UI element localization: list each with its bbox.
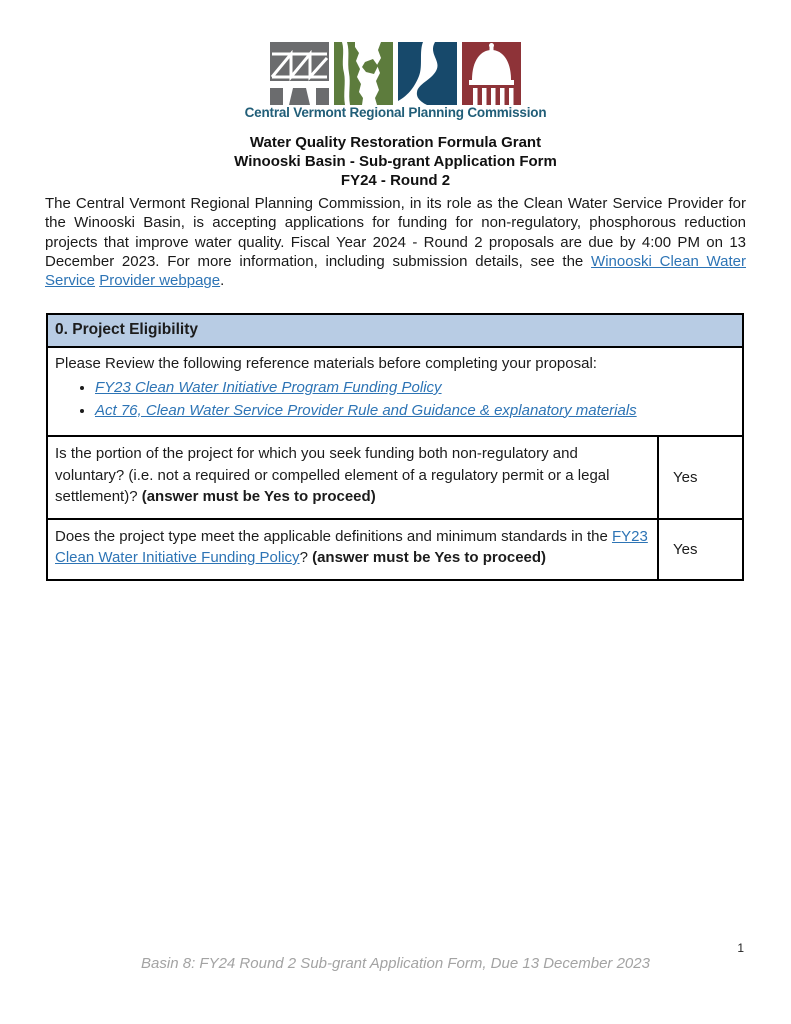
- title-line-1: Water Quality Restoration Formula Grant: [249, 134, 542, 151]
- cvrpc-logo: [0, 42, 791, 105]
- intro-paragraph: [45, 194, 746, 290]
- logo-caption: Central Vermont Regional Planning Commission: [244, 105, 547, 120]
- question-bold-note: (answer must be Yes to proceed): [141, 488, 376, 505]
- list-item: [95, 400, 735, 423]
- question-bold-note: (answer must be Yes to proceed): [312, 549, 547, 566]
- answer-cell[interactable]: Yes: [673, 468, 698, 486]
- intro-text: The Central Vermont Regional Planning Commission, in its role as the Clean Water Service Provider for the Winooski Basin, is accepting applications for funding for non-regulatory, phosphorous reduction projects that improve water quality. Fiscal Year 2024 - Round 2 proposals are due by 4:00 PM on 13 December 2023. For more information, including submission details, see the: [45, 195, 746, 270]
- reference-materials-row: [48, 348, 742, 437]
- question-text: [48, 520, 659, 579]
- winooski-clean-water-service-link[interactable]: Winooski Clean Water Service: [45, 252, 747, 290]
- question-body: Does the project type meet the applicable definitions and minimum standards in the: [55, 527, 612, 545]
- document-title: [0, 133, 791, 190]
- bridge-icon: [270, 42, 329, 105]
- question-body: Is the portion of the project for which you seek funding both non-regulatory and voluntary? (i.e. not a required or compelled element of a regulatory permit or a legal settlement)?: [55, 445, 610, 505]
- fy23-cwi-funding-policy-link[interactable]: FY23 Clean Water Initiative Funding Policy: [55, 527, 648, 566]
- reference-materials-list: [55, 377, 735, 422]
- title-line-2: Winooski Basin - Sub-grant Application Form: [234, 153, 557, 170]
- provider-webpage-link[interactable]: Provider webpage: [99, 272, 221, 290]
- answer-cell[interactable]: Yes: [673, 540, 698, 558]
- question-row-non-regulatory: [48, 437, 742, 520]
- footer-text: Basin 8: FY24 Round 2 Sub-grant Application Form, Due 13 December 2023: [141, 955, 650, 972]
- fy23-funding-policy-link[interactable]: FY23 Clean Water Initiative Program Funding Policy: [95, 379, 442, 396]
- list-item: [95, 377, 735, 400]
- vermont-state-icon: [334, 42, 393, 105]
- question-row-project-type: [48, 520, 742, 579]
- capitol-dome-icon: [462, 42, 521, 105]
- intro-suffix: .: [220, 272, 225, 290]
- eligibility-section-header: 0. Project Eligibility: [48, 315, 742, 348]
- reference-materials-label: Please Review the following reference materials before completing your proposal:: [55, 355, 597, 372]
- title-line-3: FY24 - Round 2: [340, 172, 451, 189]
- question-body-after-link: ?: [299, 549, 313, 566]
- page-number: 1: [737, 941, 744, 955]
- question-text: [48, 437, 659, 518]
- river-icon: [398, 42, 457, 105]
- project-eligibility-table: [46, 313, 744, 581]
- act76-rule-guidance-link[interactable]: Act 76, Clean Water Service Provider Rule and Guidance & explanatory materials: [95, 401, 637, 419]
